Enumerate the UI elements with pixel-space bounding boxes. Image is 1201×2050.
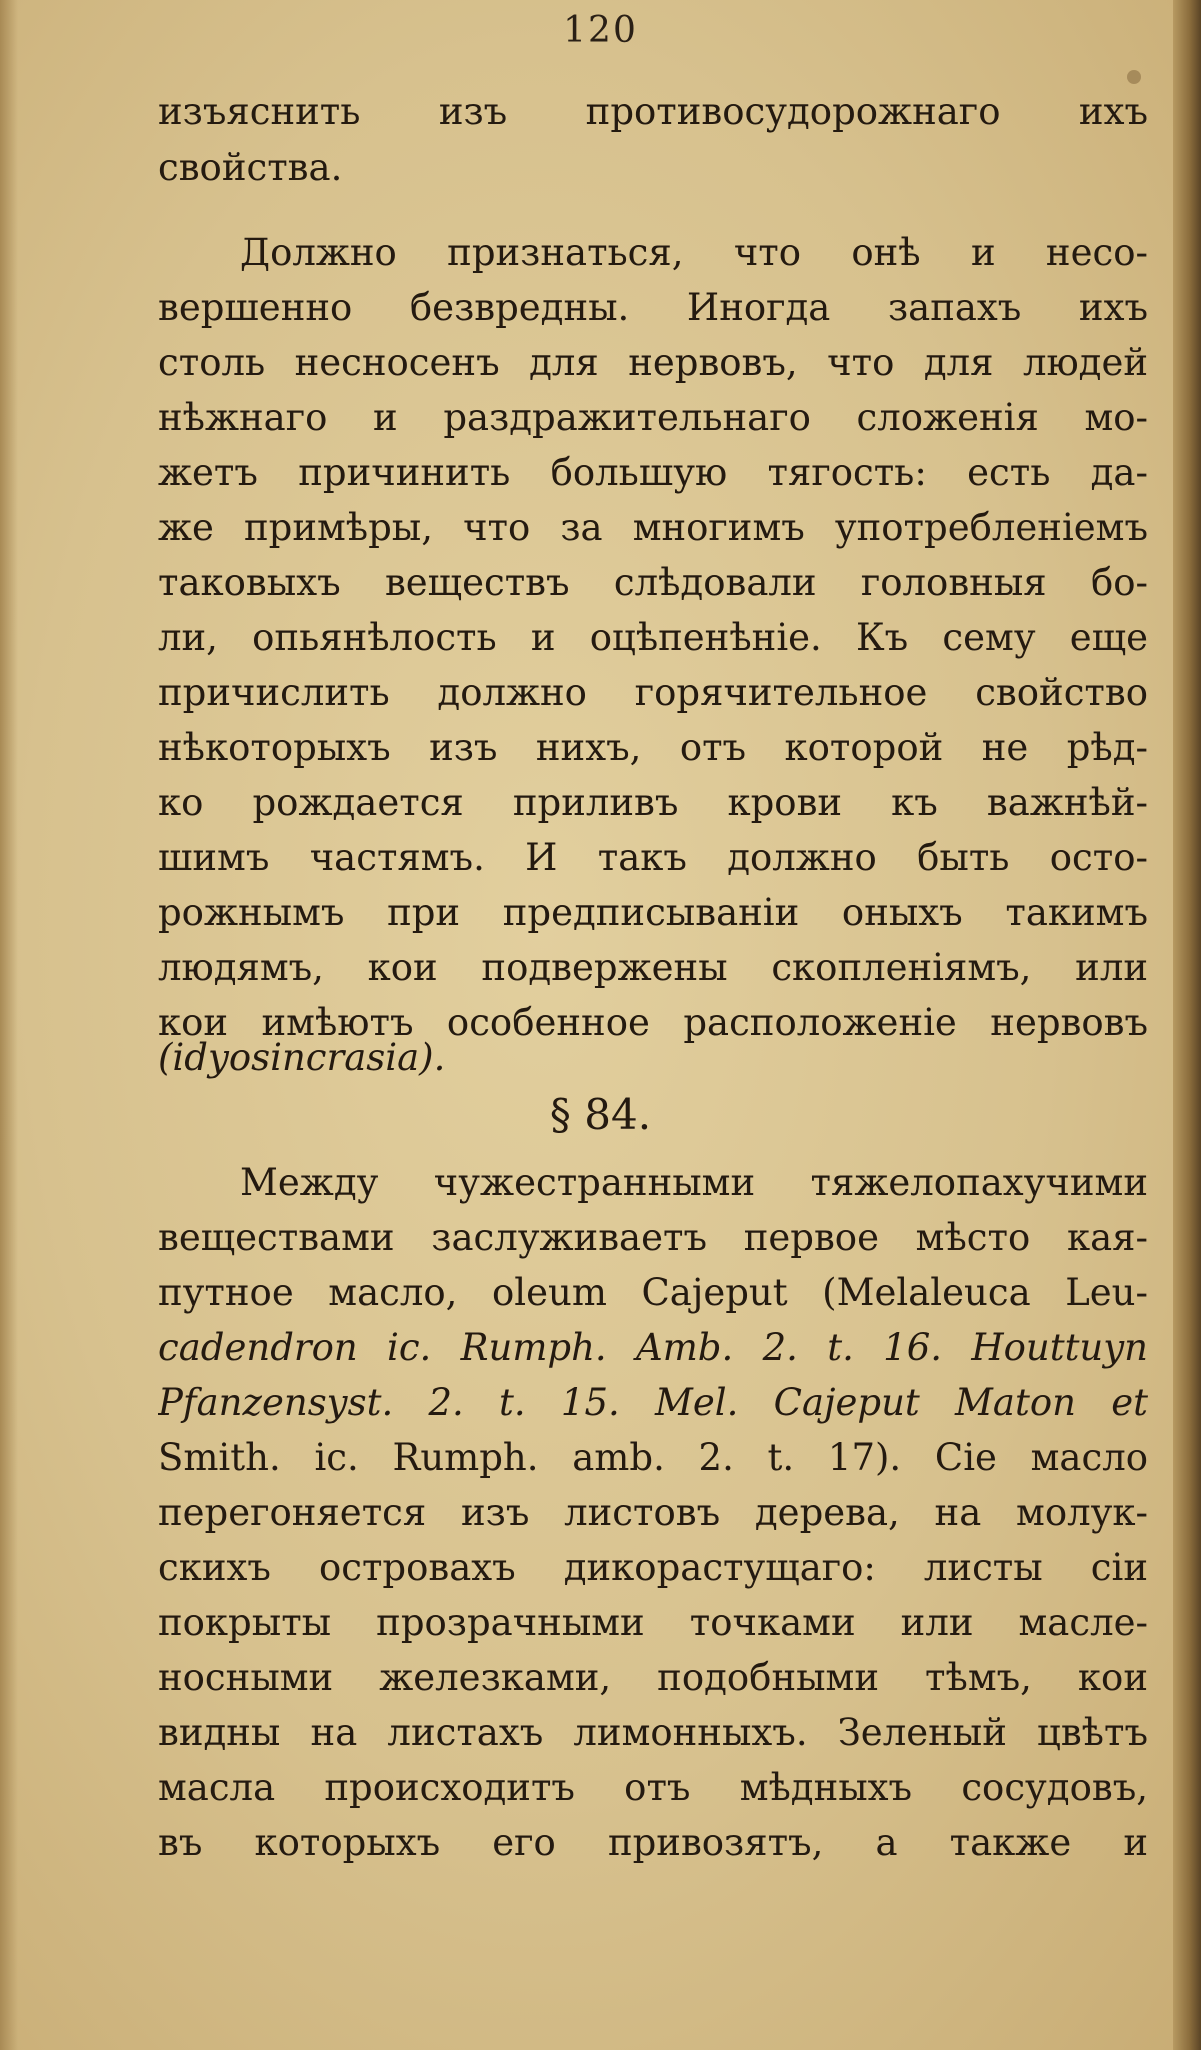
text-line: веществами заслуживаетъ первое мѣсто кая-	[158, 1216, 1148, 1259]
text-line: ко рождается приливъ крови къ важнѣй-	[158, 781, 1148, 824]
text-line: таковыхъ веществъ слѣдовали головныя бо-	[158, 561, 1148, 604]
page-edge-shadow	[1173, 0, 1201, 2050]
text-line: въ которыхъ его привозятъ, а также и	[158, 1821, 1148, 1864]
text-line: шимъ частямъ. И такъ должно быть осто-	[158, 836, 1148, 879]
page-number: 120	[563, 10, 638, 51]
text-line: рожнымъ при предписываніи оныхъ такимъ	[158, 891, 1148, 934]
text-line: скихъ островахъ дикорастущаго: листы сіи	[158, 1546, 1148, 1589]
text-line: нѣжнаго и раздражительнаго сложенія мо-	[158, 396, 1148, 439]
text-line: жетъ причинить большую тягость: есть да-	[158, 451, 1148, 494]
text-line: масла происходитъ отъ мѣдныхъ сосудовъ,	[158, 1766, 1148, 1809]
page-gutter-shadow	[0, 0, 18, 2050]
text-line: cadendron ic. Rumph. Amb. 2. t. 16. Houttuyn	[158, 1326, 1148, 1369]
text-line: изъяснить изъ противосудорожнаго ихъ	[158, 90, 1148, 133]
text-line: людямъ, кои подвержены скопленіямъ, или	[158, 946, 1148, 989]
text-line: покрыты прозрачными точками или масле-	[158, 1601, 1148, 1644]
text-line: Smith. ic. Rumph. amb. 2. t. 17). Сіе масло	[158, 1436, 1148, 1479]
text-line: Между чужестранными тяжелопахучими	[240, 1161, 1148, 1204]
text-line: же примѣры, что за многимъ употребленіемъ	[158, 506, 1148, 549]
text-line: причислить должно горячительное свойство	[158, 671, 1148, 714]
text-line: носными железками, подобными тѣмъ, кои	[158, 1656, 1148, 1699]
text-line: вершенно безвредны. Иногда запахъ ихъ	[158, 286, 1148, 329]
text-line: ли, опьянѣлость и оцѣпенѣніе. Къ сему еще	[158, 616, 1148, 659]
text-line: свойства.	[158, 146, 343, 189]
text-line: перегоняется изъ листовъ дерева, на молук-	[158, 1491, 1148, 1534]
text-line: столь несносенъ для нервовъ, что для людей	[158, 341, 1148, 384]
text-line: нѣкоторыхъ изъ нихъ, отъ которой не рѣд-	[158, 726, 1148, 769]
text-line: кои имѣютъ особенное расположеніе нервовъ	[158, 1001, 1148, 1044]
section-heading: § 84.	[549, 1090, 652, 1139]
ink-smudge	[1127, 70, 1141, 84]
text-line: видны на листахъ лимонныхъ. Зеленый цвѣтъ	[158, 1711, 1148, 1754]
text-line: Должно признаться, что онѣ и несо-	[240, 231, 1148, 274]
text-line: путное масло, oleum Cajeput (Melaleuca Leu-	[158, 1271, 1148, 1314]
text-line: Pfanzensyst. 2. t. 15. Mel. Cajeput Maton et	[158, 1381, 1148, 1424]
text-line: (idyosincrasia).	[158, 1036, 446, 1079]
